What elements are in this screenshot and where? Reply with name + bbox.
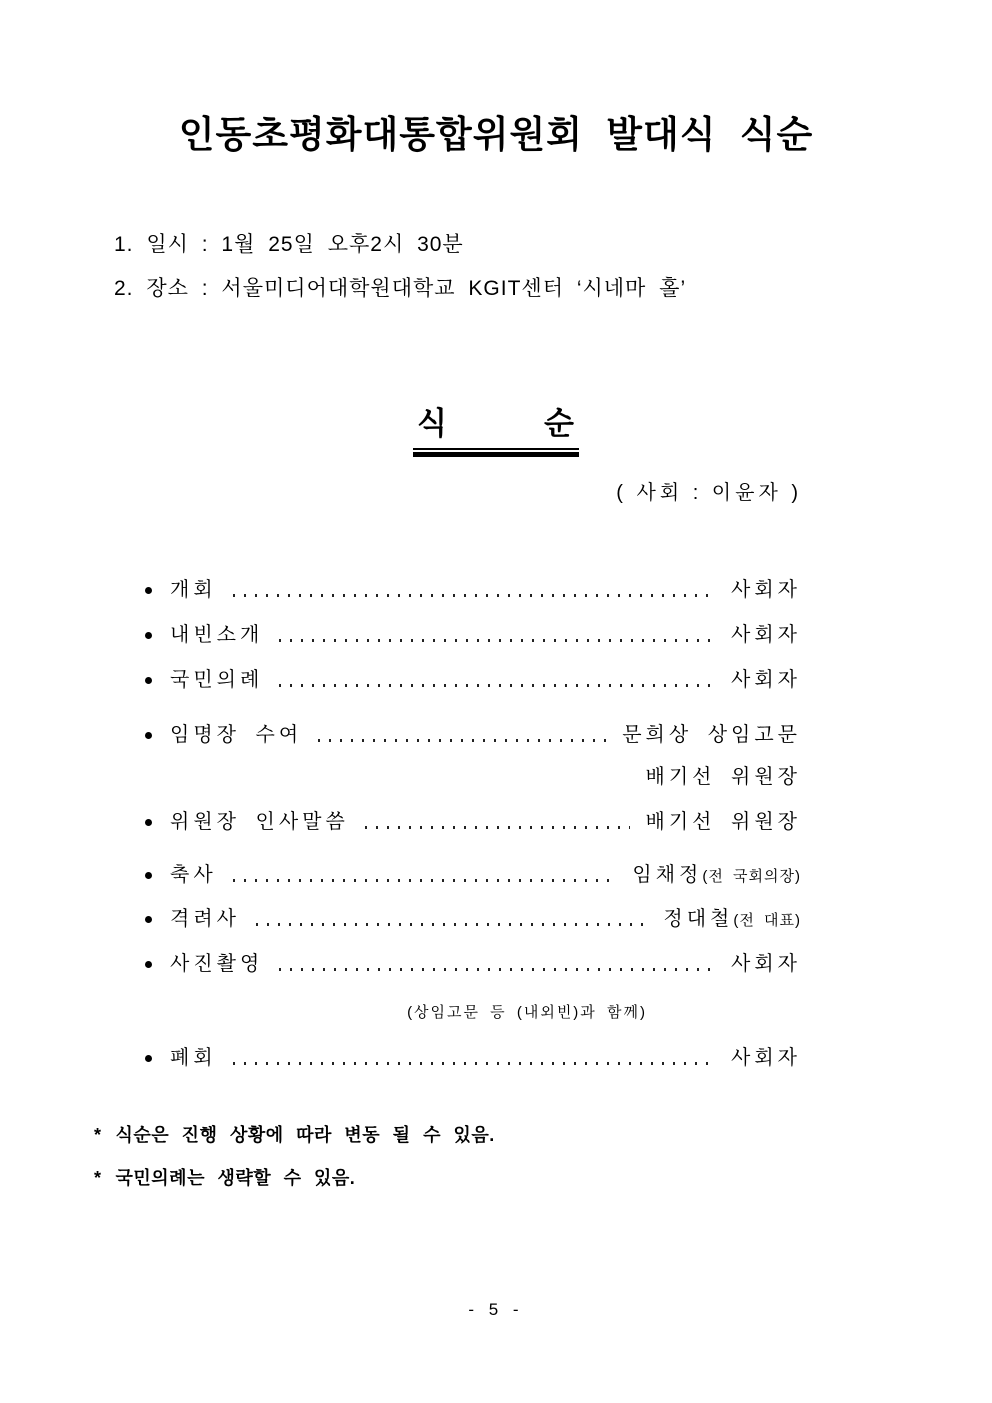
dotted-leader [233,594,715,597]
dotted-leader [318,739,606,742]
bullet-icon [145,1055,152,1062]
asterisk-mark: * [94,1125,102,1145]
program-row [145,809,801,835]
bullet-icon [145,961,152,968]
program-item-label: 위원장 인사말씀 [170,811,349,833]
program-row-continuation [145,764,801,790]
program-assignee-line2: 배기선 위원장 [645,766,801,788]
event-info [114,232,686,320]
program-assignee: 정대철 [663,908,734,930]
program-assignee-title: (전 대표) [733,912,801,929]
program-row-note: (상임고문 등 (내외빈)과 함께) [407,1004,647,1021]
bullet-icon [145,587,152,594]
program-list [145,577,801,1090]
host-note: ( 사회 : 이윤자 ) [616,482,802,504]
program-assignee: 사회자 [731,1047,801,1069]
program-item-label: 축사 [170,864,217,886]
program-item-label: 개회 [170,579,217,601]
program-assignee: 임채정 [632,864,703,886]
footnotes [94,1123,495,1209]
bullet-icon [145,632,152,639]
program-item-label: 격려사 [170,908,240,930]
program-assignee: 사회자 [731,624,801,646]
program-row [145,667,801,693]
dotted-leader [279,968,715,971]
program-row [145,1045,801,1071]
program-item-label: 임명장 수여 [170,724,303,746]
program-row [145,951,801,977]
dotted-leader [233,879,617,882]
program-assignee: 배기선 위원장 [645,811,801,833]
dotted-leader [233,1062,715,1065]
footnote [94,1123,495,1147]
event-datetime: 1. 일시 : 1월 25일 오후2시 30분 [114,233,464,256]
dotted-leader [279,684,715,687]
program-row [145,722,801,748]
program-assignee: 사회자 [731,579,801,601]
bullet-icon [145,677,152,684]
asterisk-mark: * [94,1168,102,1188]
section-heading: 식 순 [413,398,579,450]
bullet-icon [145,819,152,826]
footnote-text: 국민의례는 생략할 수 있음. [115,1168,356,1188]
page-number: - 5 - [468,1300,524,1319]
bullet-icon [145,916,152,923]
dotted-leader [256,923,647,926]
section-heading-wrap [0,398,992,450]
program-assignee: 사회자 [731,669,801,691]
program-assignee: 문희상 상임고문 [622,724,801,746]
bullet-icon [145,872,152,879]
program-row [145,577,801,603]
dotted-leader [365,826,630,829]
program-item-label: 폐회 [170,1047,217,1069]
program-assignee-title: (전 국회의장) [702,868,801,885]
document-title: 인동초평화대통합위원회 발대식 식순 [178,114,814,155]
program-item-label: 국민의례 [170,669,264,691]
program-row [145,862,801,888]
program-row [145,622,801,648]
bullet-icon [145,732,152,739]
event-venue: 2. 장소 : 서울미디어대학원대학교 KGIT센터 ‘시네마 홀’ [114,277,687,300]
program-item-label: 내빈소개 [170,624,264,646]
program-row [145,906,801,932]
program-item-label: 사진촬영 [170,953,264,975]
footnote-text: 식순은 진행 상황에 따라 변동 될 수 있음. [115,1125,495,1145]
dotted-leader [279,639,715,642]
program-assignee: 사회자 [731,953,801,975]
footnote [94,1166,495,1190]
